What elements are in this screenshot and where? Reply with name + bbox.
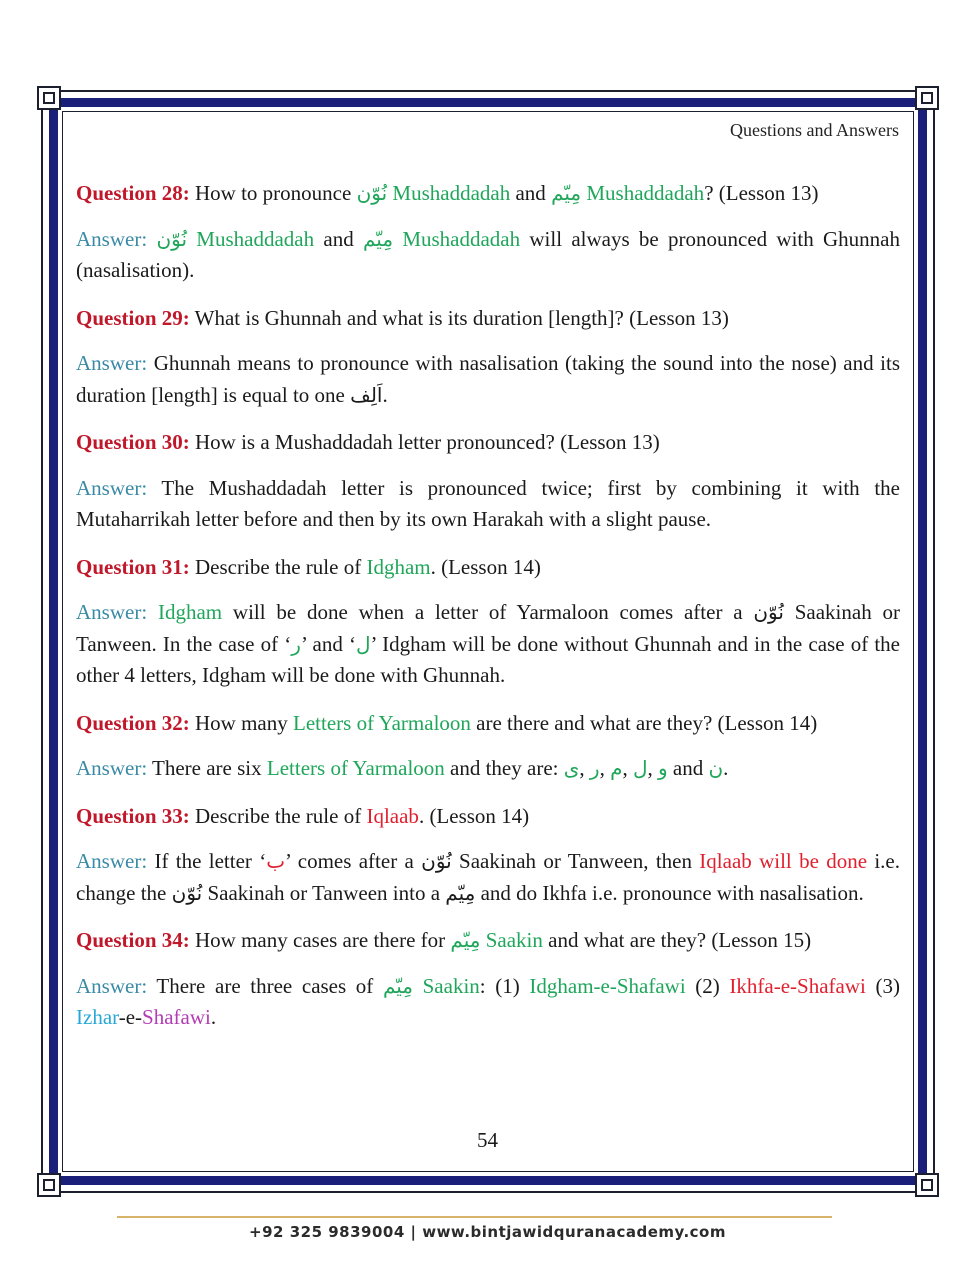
text-segment: How many [189, 710, 294, 735]
text-segment: and [667, 756, 709, 780]
text-segment: and [314, 226, 363, 251]
question-label: Question 29: [76, 305, 190, 330]
answer-label: Answer: [76, 973, 148, 998]
text-segment: Izhar [76, 1005, 119, 1029]
text-segment: Saakin [413, 973, 480, 998]
text-segment: There are three cases of [147, 973, 383, 998]
text-segment: Mushaddadah [581, 181, 705, 205]
text-segment: و [657, 756, 668, 780]
text-segment: ر [589, 756, 600, 780]
corner-ornament [37, 1173, 61, 1197]
text-segment: , [622, 756, 633, 780]
answer-label: Answer: [76, 756, 148, 780]
text-segment: Saakinah or Tanween, then [451, 849, 700, 873]
question-label: Question 33: [76, 803, 190, 828]
text-segment: Saakinah or Tanween. In the case of ‘ [76, 600, 900, 656]
question-34 [76, 925, 900, 957]
corner-ornament [915, 86, 939, 110]
text-segment: (2) [685, 973, 730, 998]
text-segment: ’ comes after a [285, 849, 422, 873]
text-segment: If the letter ‘ [147, 849, 267, 873]
text-segment: and what are they? (Lesson 15) [542, 928, 812, 952]
text-segment: Describe the rule of [189, 803, 367, 828]
page-number: 54 [477, 1128, 498, 1152]
footer-divider [117, 1216, 832, 1218]
text-segment: ی [563, 756, 580, 780]
text-segment: . (Lesson 14) [430, 554, 541, 579]
text-segment: . [382, 382, 388, 407]
text-segment: and [510, 181, 552, 205]
text-segment: Describe the rule of [189, 554, 367, 579]
footer-contact: +92 325 9839004 | www.bintjawidquranacademy.com [249, 1223, 726, 1241]
text-segment: اَلِف [350, 382, 383, 407]
text-segment: نُوّن [753, 600, 784, 624]
question-label: Question 31: [76, 554, 190, 579]
question-33 [76, 801, 900, 833]
text-segment: The Mushaddadah letter is pronounced twice; first by combining it with the Mutaharrikah letter before and then by its own Harakah with a slight pause. [76, 475, 900, 531]
question-31 [76, 552, 900, 584]
text-segment: ’ and ‘ [300, 631, 356, 656]
answer-label: Answer: [76, 226, 148, 251]
text-segment: ر [291, 631, 301, 656]
corner-ornament [37, 86, 61, 110]
text-segment: ’ Idgham will be done without Ghunnah and in the case of the other 4 letters, Idgham will be done with Ghunnah. [76, 631, 900, 687]
text-segment: Mushaddadah [387, 181, 511, 205]
text-segment: : (1) [479, 973, 530, 998]
text-segment: , [599, 756, 611, 780]
question-label: Question 32: [76, 710, 190, 735]
text-segment: and do Ikhfa i.e. pronounce with nasalisation. [475, 880, 864, 905]
text-segment: ? (Lesson 13) [704, 181, 819, 205]
text-segment: (3) [865, 973, 900, 998]
text-segment: , [647, 756, 658, 780]
text-segment: مِيّم [382, 973, 413, 998]
text-segment: , [579, 756, 590, 780]
text-segment: ل [632, 756, 648, 780]
text-segment: Ikhfa-e-Shafawi [729, 973, 866, 998]
answer-34 [76, 971, 900, 1034]
answer-28 [76, 224, 900, 287]
question-30 [76, 427, 900, 459]
text-segment: will always be pronounced with Ghunnah (nasalisation). [76, 226, 901, 282]
answer-33 [76, 846, 900, 909]
text-segment: Idgham-e-Shafawi [529, 973, 686, 998]
text-segment: نُوّن [421, 849, 452, 873]
text-segment: Ghunnah means to pronounce with nasalisation (taking the sound into the nose) and its duration [length] is equal to one [76, 351, 900, 407]
text-segment: مِيّم [445, 880, 476, 905]
text-segment: Saakinah or Tanween into a [202, 880, 446, 905]
text-segment: . (Lesson 14) [418, 803, 530, 828]
text-segment: will be done when a letter of Yarmaloon comes after a [222, 600, 754, 624]
answer-30 [76, 473, 900, 536]
text-segment: م [610, 756, 623, 780]
text-segment: and they are: [444, 756, 564, 780]
text-segment: Shafawi [142, 1005, 211, 1029]
corner-ornament [915, 1173, 939, 1197]
text-segment: How is a Mushaddadah letter pronounced? (Lesson 13) [189, 430, 660, 454]
text-segment: Saakin [480, 928, 543, 952]
text-segment: مِيّم [362, 226, 394, 251]
question-32 [76, 708, 900, 740]
text-segment: نُوّن [156, 226, 188, 251]
answer-32 [76, 753, 900, 785]
text-segment: ن [708, 756, 724, 780]
text-segment: Letters of Yarmaloon [266, 756, 445, 780]
answer-29 [76, 348, 900, 411]
answer-label: Answer: [76, 849, 148, 873]
text-segment: . [723, 756, 729, 780]
question-label: Question 34: [76, 928, 190, 952]
text-segment: ل [356, 631, 371, 656]
text-segment: -e- [118, 1005, 143, 1029]
text-segment: How many cases are there for [189, 928, 451, 952]
answer-label: Answer: [76, 351, 148, 375]
text-segment: نُوّن [171, 880, 203, 905]
text-segment: Idgham [157, 600, 223, 624]
question-28 [76, 178, 900, 210]
text-segment: مِيّم [551, 181, 582, 205]
text-segment: Mushaddadah [393, 226, 521, 251]
text-segment: i.e. change the [76, 849, 901, 905]
question-label: Question 28: [76, 181, 190, 205]
text-segment: Iqlaab [366, 803, 419, 828]
text-segment: Mushaddadah [187, 226, 315, 251]
text-segment: ب [266, 849, 286, 873]
answer-31 [76, 597, 900, 692]
text-segment: نُوّن [356, 181, 388, 205]
text-segment: There are six [147, 756, 267, 780]
running-header: Questions and Answers [730, 120, 899, 140]
text-segment: مِيّم [450, 928, 481, 952]
question-label: Question 30: [76, 430, 190, 454]
text-segment: are there and what are they? (Lesson 14) [470, 710, 818, 735]
text-segment [147, 600, 158, 624]
text-segment: What is Ghunnah and what is its duration [length]? (Lesson 13) [189, 305, 729, 330]
question-29 [76, 303, 900, 335]
qa-content [76, 178, 900, 1050]
text-segment: Iqlaab will be done [699, 849, 868, 873]
answer-label: Answer: [76, 600, 148, 624]
answer-label: Answer: [76, 475, 148, 500]
text-segment: . [210, 1005, 217, 1029]
text-segment: Idgham [366, 554, 431, 579]
text-segment: Letters of Yarmaloon [293, 710, 471, 735]
text-segment: How to pronounce [189, 181, 357, 205]
